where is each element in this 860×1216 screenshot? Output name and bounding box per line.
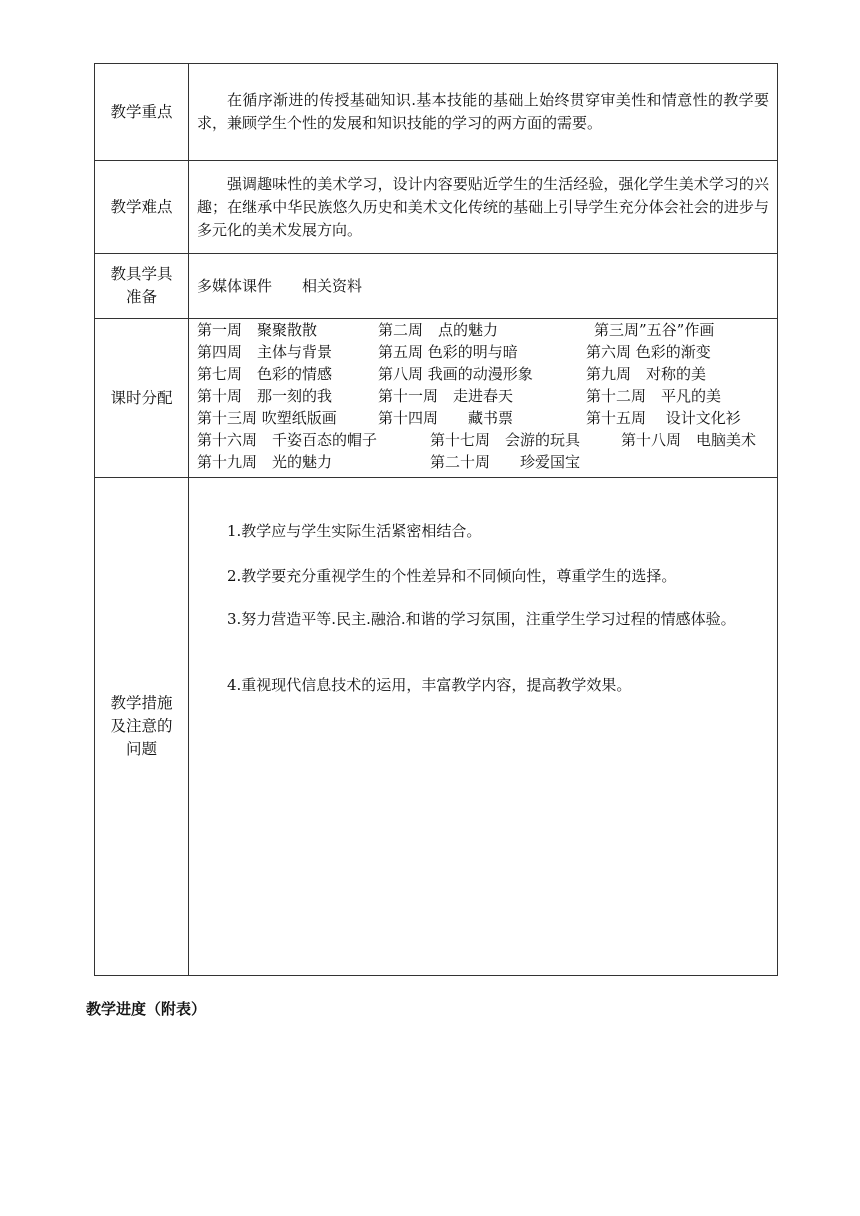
schedule-week: 第十二周 平凡的美 <box>586 387 722 405</box>
schedule-week: 第十三周 吹塑纸版画 <box>197 409 337 427</box>
schedule-grid <box>197 319 769 477</box>
schedule-week: 第七周 色彩的情感 <box>197 365 333 383</box>
schedule-week: 第十一周 走进春天 <box>378 387 514 405</box>
row-teaching-focus <box>95 64 778 161</box>
measure-item: 2.教学要充分重视学生的个性差异和不同倾向性，尊重学生的选择。 <box>227 567 677 585</box>
schedule-appendix-title: 教学进度（附表） <box>86 1000 207 1018</box>
schedule-week: 第四周 主体与背景 <box>197 343 333 361</box>
schedule-week: 第六周 色彩的渐变 <box>586 343 711 361</box>
schedule-week: 第八周 我画的动漫形象 <box>378 365 533 383</box>
schedule-week: 第五周 色彩的明与暗 <box>378 343 518 361</box>
schedule-week: 第九周 对称的美 <box>586 365 707 383</box>
schedule-week: 第十五周 设计文化衫 <box>586 409 741 427</box>
teaching-plan-table <box>94 63 778 976</box>
label-teaching-focus: 教学重点 <box>95 64 189 161</box>
label-measures: 教学措施 及注意的 问题 <box>95 478 189 976</box>
measure-item: 1.教学应与学生实际生活紧密相结合。 <box>227 522 482 540</box>
measure-item: 3.努力营造平等.民主.融洽.和谐的学习氛围，注重学生学习过程的情感体验。 <box>227 610 736 628</box>
row-teaching-difficulty <box>95 161 778 254</box>
schedule-week: 第一周 聚聚散散 <box>197 321 318 339</box>
schedule-week: 第二十周 珍爱国宝 <box>430 453 581 471</box>
schedule-week: 第十八周 电脑美术 <box>621 431 757 449</box>
measure-item: 4.重视现代信息技术的运用，丰富教学内容，提高教学效果。 <box>227 676 632 694</box>
schedule-week: 第二周 点的魅力 <box>378 321 499 339</box>
label-schedule: 课时分配 <box>95 319 189 478</box>
row-teaching-tools <box>95 254 778 319</box>
schedule-week: 第十四周 藏书票 <box>378 409 514 427</box>
label-teaching-tools: 教具学具 准备 <box>95 254 189 319</box>
label-teaching-difficulty: 教学难点 <box>95 161 189 254</box>
schedule-week: 第十九周 光的魅力 <box>197 453 333 471</box>
text-teaching-tools: 多媒体课件 相关资料 <box>197 276 363 295</box>
text-teaching-difficulty: 强调趣味性的美术学习，设计内容要贴近学生的生活经验，强化学生美术学习的兴趣；在继承中华民族悠久历史和美术文化传统的基础上引导学生充分体会社会的进步与多元化的美术发展方向。 <box>197 174 769 239</box>
text-teaching-focus: 在循序渐进的传授基础知识.基本技能的基础上始终贯穿审美性和情意性的教学要求，兼顾学生个性的发展和知识技能的学习的两方面的需要。 <box>197 91 769 132</box>
schedule-week: 第十七周 会游的玩具 <box>430 431 581 449</box>
schedule-week: 第三周”五谷”作画 <box>594 321 715 339</box>
row-measures <box>95 478 778 976</box>
schedule-week: 第十六周 千姿百态的帽子 <box>197 431 378 449</box>
measures-list <box>197 478 769 975</box>
schedule-week: 第十周 那一刻的我 <box>197 387 333 405</box>
row-schedule <box>95 319 778 478</box>
